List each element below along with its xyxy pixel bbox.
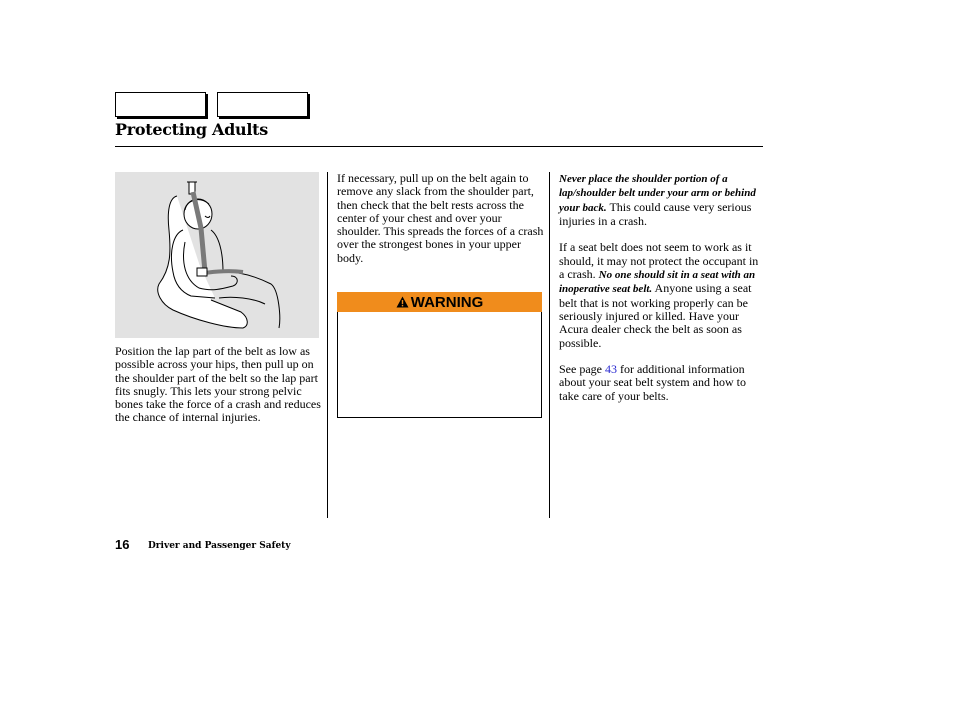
warning-label: WARNING — [410, 293, 484, 311]
title-divider — [115, 146, 763, 147]
footer-section-title: Driver and Passenger Safety — [148, 541, 291, 551]
warning-header — [337, 292, 542, 312]
column-3 — [559, 172, 764, 416]
page-number: 16 — [115, 537, 130, 552]
paragraph — [559, 241, 764, 349]
column-divider-2 — [549, 172, 550, 518]
column-divider-1 — [327, 172, 328, 518]
paragraph: Position the lap part of the belt as low as possible across your hips, then pull up on the shoulder part of the belt so the lap part fits snugly. This lets your strong pelvic bones take the force of a crash and reduces the chance of internal injuries. — [115, 344, 321, 425]
paragraph: If necessary, pull up on the belt again to remove any slack from the shoulder part, then check that the belt rests across the center of your chest and over your shoulder. This spreads the forces of a crash over the strongest bones in your upper body. — [337, 171, 544, 265]
paragraph — [559, 172, 764, 228]
seat-belt-figure — [115, 172, 319, 338]
warning-triangle-icon — [396, 296, 409, 308]
body-text: for additional information about your seat belt system and how to take care of your belts. — [559, 362, 746, 403]
page-link[interactable]: 43 — [604, 362, 617, 377]
nav-button-next[interactable] — [217, 92, 308, 117]
emphasis-text: No one should sit in a seat with an inoperative seat belt. — [559, 269, 756, 296]
emphasis-text: Never place the shoulder portion of a lap/shoulder belt under your arm or behind your back. — [559, 173, 756, 214]
column-1 — [115, 345, 323, 438]
page-title: Protecting Adults — [115, 120, 268, 139]
body-text: Anyone using a seat belt that is not working properly can be seriously injured or killed. Have your Acura dealer check the belt as soon as possible. — [559, 281, 752, 350]
column-2 — [337, 172, 544, 278]
body-text: If a seat belt does not seem to work as it should, it may not protect the occupant in a crash. — [559, 240, 759, 282]
body-text: See page — [559, 362, 605, 377]
nav-button-previous[interactable] — [115, 92, 206, 117]
paragraph — [559, 363, 764, 403]
adult-seat-belt-illustration — [115, 172, 319, 338]
warning-box — [337, 312, 542, 418]
body-text: This could cause very serious injuries in a crash. — [559, 199, 752, 228]
